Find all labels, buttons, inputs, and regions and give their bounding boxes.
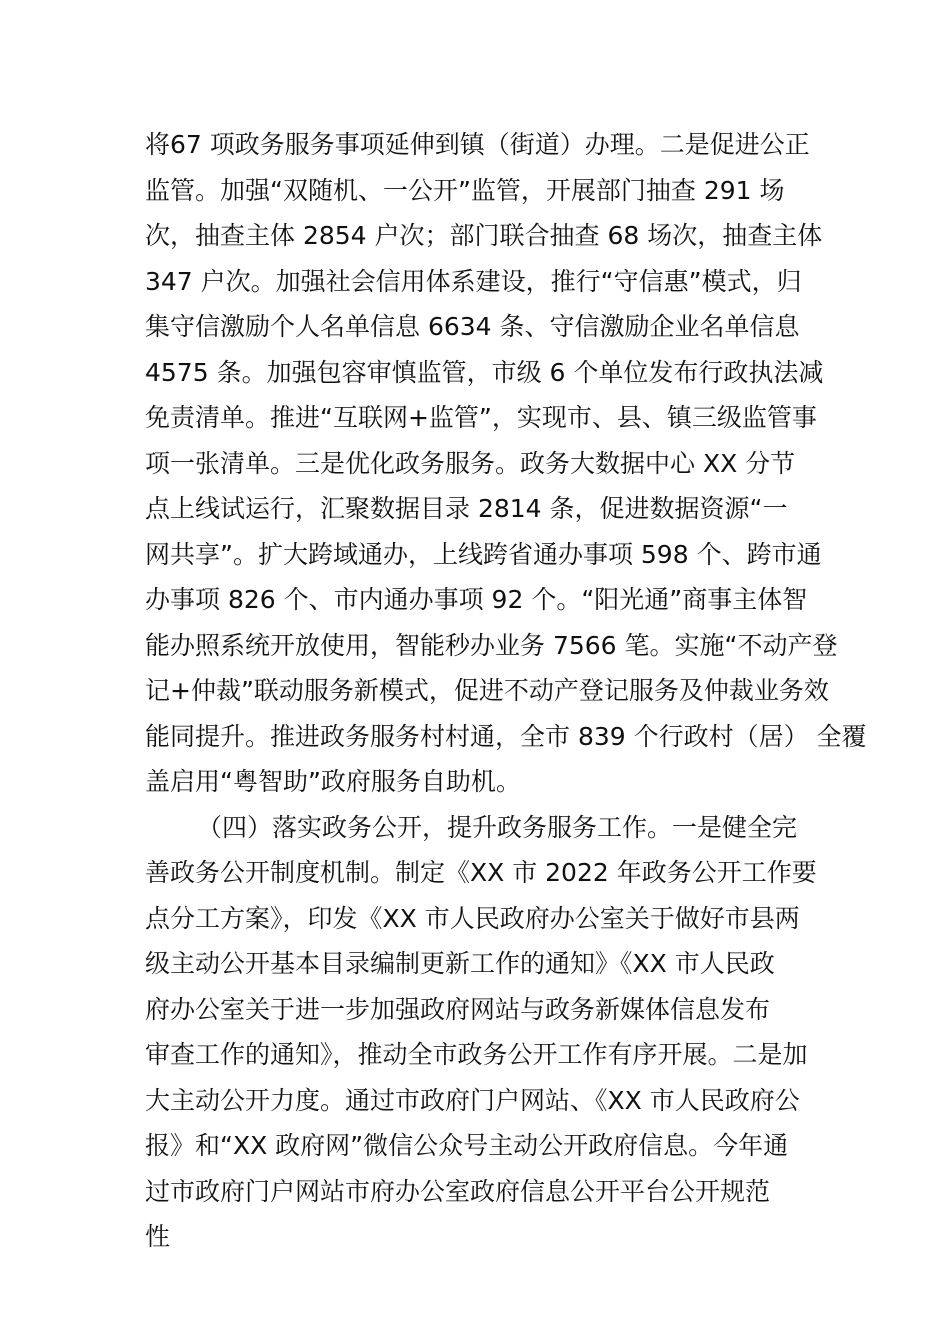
text-line: 能办照系统开放使用，智能秒办业务 7566 笔。实施“不动产登	[145, 630, 838, 660]
text-line: 府办公室关于进一步加强政府网站与政务新媒体信息发布	[145, 994, 771, 1024]
text-line: 过市政府门户网站市府办公室政府信息公开平台公开规范	[145, 1176, 771, 1206]
text-line: 4575 条。加强包容审慎监管，市级 6 个单位发布行政执法减	[145, 357, 824, 387]
text-line: 点上线试运行，汇聚数据目录 2814 条，促进数据资源“一	[145, 494, 788, 523]
text-line: 级主动公开基本目录编制更新工作的通知》《XX 市人民政	[145, 949, 775, 978]
document-body	[145, 122, 867, 1260]
text-line: 审查工作的通知》，推动全市政务公开工作有序开展。二是加	[145, 1040, 808, 1069]
text-line: 大主动公开力度。通过市政府门户网站、《XX 市人民政府公	[145, 1085, 800, 1115]
text-line: 监管。加强“双随机、一公开”监管，开展部门抽查 291 场	[145, 175, 785, 205]
text-line: 集守信激励个人名单信息 6634 条、守信激励企业名单信息	[145, 312, 800, 341]
text-line: 报》和“XX 政府网”微信公众号主动公开政府信息。今年通	[145, 1131, 789, 1160]
text-line: 盖启用“粤智助”政府服务自助机。	[145, 767, 521, 796]
text-line: 记+仲裁”联动服务新模式，促进不动产登记服务及仲裁业务效	[145, 676, 829, 705]
text-line: 办事项 826 个、市内通办事项 92 个。“阳光通”商事主体智	[145, 585, 808, 614]
text-line: 次，抽查主体 2854 户次；部门联合抽查 68 场次，抽查主体	[145, 221, 823, 250]
text-line: 善政务公开制度机制。制定《XX 市 2022 年政务公开工作要	[145, 858, 817, 887]
text-line: 点分工方案》，印发《XX 市人民政府办公室关于做好市县两	[145, 903, 800, 933]
text-line: 将67 项政务服务事项延伸到镇（街道）办理。二是促进公正	[145, 130, 810, 159]
text-line: 免责清单。推进“互联网+监管”，实现市、县、镇三级监管事	[145, 403, 817, 432]
text-line: 项一张清单。三是优化政务服务。政务大数据中心 XX 分节	[145, 448, 796, 478]
text-line: 性	[145, 1222, 171, 1251]
text-line: 网共享”。扩大跨域通办，上线跨省通办事项 598 个、跨市通	[145, 539, 822, 569]
text-line: 能同提升。推进政务服务村村通，全市 839 个行政村（居） 全覆	[145, 721, 867, 751]
text-line: 347 户次。加强社会信用体系建设，推行“守信惠”模式，归	[145, 266, 802, 296]
section-heading-line: （四）落实政务公开，提升政务服务工作。一是健全完	[197, 812, 798, 842]
